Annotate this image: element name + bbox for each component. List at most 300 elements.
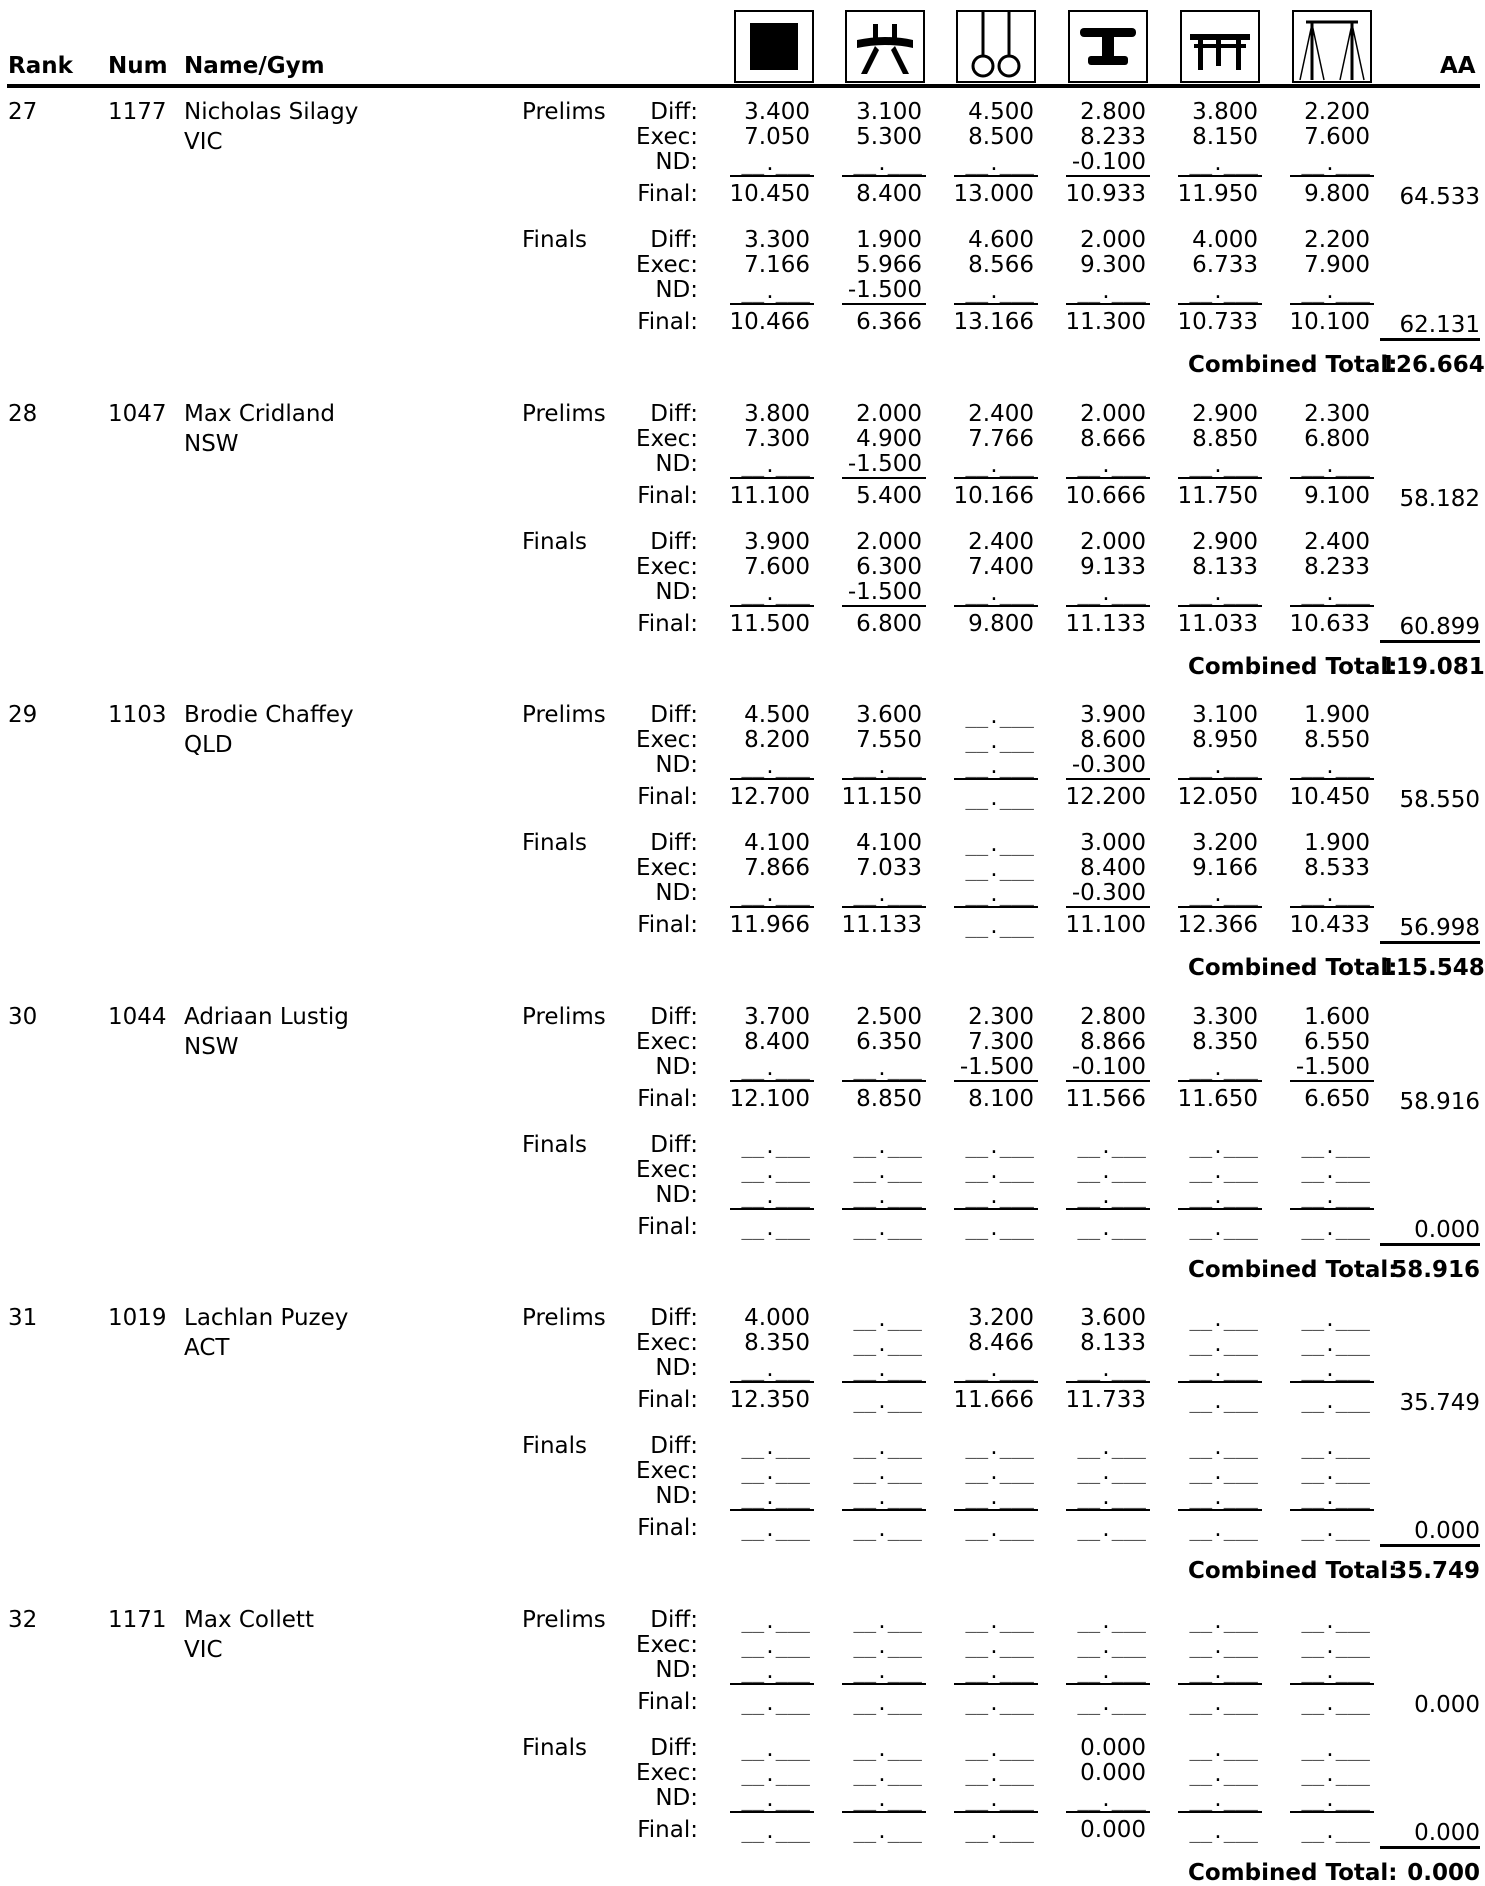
athlete-name: Max Cridland xyxy=(184,400,336,427)
blank-score: __.___ xyxy=(853,1519,922,1541)
blank-score: __.___ xyxy=(1301,1334,1370,1356)
nd-underline xyxy=(954,1683,1038,1685)
blank-score: __.___ xyxy=(1189,1519,1258,1541)
blank-score: __.___ xyxy=(741,1462,810,1484)
nd-underline xyxy=(1066,1509,1150,1511)
diff-score: 2.000 xyxy=(856,528,922,555)
exec-score: 7.600 xyxy=(1304,124,1370,150)
blank-score: __.___ xyxy=(741,1763,810,1786)
exec-score: 9.300 xyxy=(1080,252,1146,278)
final-score: 12.100 xyxy=(729,1085,810,1112)
blank-score: __.___ xyxy=(965,1660,1034,1683)
aa-score: 64.533 xyxy=(1399,184,1480,210)
blank-score: __.___ xyxy=(965,1217,1034,1240)
nd-underline xyxy=(842,477,926,479)
final-label: Final: xyxy=(637,482,698,509)
nd-score: -1.500 xyxy=(1295,1053,1370,1080)
nd-underline xyxy=(1290,1080,1374,1082)
combined-total-value: 115.548 xyxy=(1380,955,1485,981)
athlete-rank: 27 xyxy=(8,99,38,125)
nd-underline xyxy=(1178,778,1262,780)
nd-underline xyxy=(842,1381,926,1383)
exec-score: 5.300 xyxy=(856,124,922,150)
nd-score: -0.100 xyxy=(1071,149,1146,175)
final-score: 11.750 xyxy=(1177,482,1258,509)
nd-underline xyxy=(730,1208,814,1210)
exec-label: Exec: xyxy=(636,727,698,753)
blank-score: __.___ xyxy=(1189,1610,1258,1633)
final-label: Final: xyxy=(637,1213,698,1240)
athlete-gym: NSW xyxy=(184,1033,239,1060)
diff-score: 2.400 xyxy=(1304,528,1370,555)
blank-score: __.___ xyxy=(965,731,1034,753)
blank-score: __.___ xyxy=(1189,1217,1258,1240)
nd-underline xyxy=(954,477,1038,479)
nd-underline xyxy=(842,1683,926,1685)
athlete-rank: 31 xyxy=(8,1305,38,1331)
exec-score: 5.966 xyxy=(856,252,922,278)
blank-score: __.___ xyxy=(965,281,1034,303)
blank-score: __.___ xyxy=(1189,1359,1258,1381)
aa-score: 60.899 xyxy=(1399,613,1480,640)
nd-underline xyxy=(1290,1683,1374,1685)
final-score: 11.666 xyxy=(953,1387,1034,1413)
nd-underline xyxy=(1290,605,1374,607)
athlete-gym: QLD xyxy=(184,732,233,758)
combined-total-label: Combined Total: xyxy=(1188,1859,1398,1886)
diff-label: Diff: xyxy=(650,1131,698,1158)
exec-score: 7.900 xyxy=(1304,252,1370,278)
diff-score: 3.400 xyxy=(744,99,810,125)
round-label: Finals xyxy=(522,830,587,856)
final-label: Final: xyxy=(637,784,698,810)
blank-score: __.___ xyxy=(965,454,1034,477)
nd-label: ND: xyxy=(655,450,698,477)
exec-score: 7.400 xyxy=(968,553,1034,580)
athlete-rank: 32 xyxy=(8,1606,38,1633)
round-label: Prelims xyxy=(522,1606,606,1633)
combined-total-label: Combined Total: xyxy=(1188,352,1398,378)
nd-label: ND: xyxy=(655,578,698,605)
blank-score: __.___ xyxy=(1301,1185,1370,1208)
exec-score: 7.866 xyxy=(744,855,810,881)
final-score: 11.100 xyxy=(729,482,810,509)
blank-score: __.___ xyxy=(1189,582,1258,605)
blank-score: __.___ xyxy=(965,1788,1034,1811)
nd-underline xyxy=(842,778,926,780)
nd-score: -1.500 xyxy=(847,578,922,605)
aa-sum-rule xyxy=(1380,1846,1480,1849)
final-score: 12.350 xyxy=(729,1387,810,1413)
blank-score: __.___ xyxy=(1189,1635,1258,1658)
blank-score: __.___ xyxy=(1301,1610,1370,1633)
diff-score: 2.000 xyxy=(856,400,922,427)
blank-score: __.___ xyxy=(1077,1437,1146,1459)
blank-score: __.___ xyxy=(1189,1788,1258,1811)
nd-underline xyxy=(1290,1811,1374,1813)
final-score: 12.200 xyxy=(1065,784,1146,810)
diff-score: 3.200 xyxy=(1192,830,1258,856)
blank-score: __.___ xyxy=(1077,1359,1146,1381)
exec-score: 8.533 xyxy=(1304,855,1370,881)
athlete-rank: 30 xyxy=(8,1003,38,1030)
exec-score: 8.133 xyxy=(1080,1330,1146,1356)
blank-score: __.___ xyxy=(965,1487,1034,1509)
blank-score: __.___ xyxy=(853,1185,922,1208)
blank-score: __.___ xyxy=(1301,1217,1370,1240)
blank-score: __.___ xyxy=(853,1487,922,1509)
nd-underline xyxy=(1178,1080,1262,1082)
diff-label: Diff: xyxy=(650,830,698,856)
nd-label: ND: xyxy=(655,1483,698,1509)
exec-score: 8.950 xyxy=(1192,727,1258,753)
blank-score: __.___ xyxy=(1189,153,1258,175)
exec-label: Exec: xyxy=(636,855,698,881)
blank-score: __.___ xyxy=(1301,1309,1370,1331)
nd-underline xyxy=(1178,303,1262,305)
blank-score: __.___ xyxy=(965,884,1034,906)
final-score: 12.050 xyxy=(1177,784,1258,810)
exec-label: Exec: xyxy=(636,425,698,452)
final-score: 6.650 xyxy=(1304,1085,1370,1112)
nd-underline xyxy=(1178,605,1262,607)
diff-score: 3.100 xyxy=(1192,702,1258,728)
blank-score: __.___ xyxy=(1301,884,1370,906)
final-score: 11.133 xyxy=(841,912,922,938)
exec-score: 7.300 xyxy=(744,425,810,452)
blank-score: __.___ xyxy=(1077,1217,1146,1240)
blank-score: __.___ xyxy=(1077,1610,1146,1633)
diff-score: 1.600 xyxy=(1304,1003,1370,1030)
blank-score: __.___ xyxy=(1077,1788,1146,1811)
nd-underline xyxy=(842,1080,926,1082)
blank-score: __.___ xyxy=(741,281,810,303)
aa-score: 0.000 xyxy=(1414,1691,1480,1718)
nd-underline xyxy=(730,605,814,607)
blank-score: __.___ xyxy=(965,706,1034,728)
final-score: 11.650 xyxy=(1177,1085,1258,1112)
blank-score: __.___ xyxy=(1189,1391,1258,1413)
nd-underline xyxy=(1178,1208,1262,1210)
exec-score: 8.400 xyxy=(744,1028,810,1055)
blank-score: __.___ xyxy=(741,153,810,175)
exec-score: 7.600 xyxy=(744,553,810,580)
athlete-name: Adriaan Lustig xyxy=(184,1003,349,1030)
exec-label: Exec: xyxy=(636,553,698,580)
blank-score: __.___ xyxy=(1189,281,1258,303)
nd-underline xyxy=(842,303,926,305)
blank-score: __.___ xyxy=(1189,1135,1258,1158)
blank-score: __.___ xyxy=(1189,1057,1258,1080)
blank-score: __.___ xyxy=(1077,1135,1146,1158)
blank-score: __.___ xyxy=(965,1160,1034,1183)
blank-score: __.___ xyxy=(1301,1391,1370,1413)
header-num: Num xyxy=(108,53,168,79)
final-score: 8.850 xyxy=(856,1085,922,1112)
final-label: Final: xyxy=(637,912,698,938)
diff-label: Diff: xyxy=(650,400,698,427)
nd-underline xyxy=(1178,906,1262,908)
diff-score: 2.900 xyxy=(1192,400,1258,427)
blank-score: __.___ xyxy=(741,1057,810,1080)
diff-score: 3.300 xyxy=(1192,1003,1258,1030)
nd-underline xyxy=(730,175,814,177)
nd-underline xyxy=(730,778,814,780)
nd-underline xyxy=(842,1509,926,1511)
blank-score: __.___ xyxy=(965,1519,1034,1541)
blank-score: __.___ xyxy=(965,1135,1034,1158)
diff-label: Diff: xyxy=(650,528,698,555)
nd-underline xyxy=(1290,1208,1374,1210)
nd-underline xyxy=(1066,1811,1150,1813)
exec-score: 6.350 xyxy=(856,1028,922,1055)
blank-score: __.___ xyxy=(1077,1160,1146,1183)
final-score: 11.100 xyxy=(1065,912,1146,938)
exec-score: 8.850 xyxy=(1192,425,1258,452)
nd-score: -1.500 xyxy=(847,277,922,303)
header-rule xyxy=(7,84,1480,88)
diff-score: 4.100 xyxy=(744,830,810,856)
final-score: 10.466 xyxy=(729,309,810,335)
blank-score: __.___ xyxy=(1077,1185,1146,1208)
exec-label: Exec: xyxy=(636,1156,698,1183)
diff-score: 2.800 xyxy=(1080,99,1146,125)
blank-score: __.___ xyxy=(1301,582,1370,605)
aa-score: 35.749 xyxy=(1399,1390,1480,1416)
aa-score: 58.182 xyxy=(1399,485,1480,512)
final-score: 10.633 xyxy=(1289,610,1370,637)
blank-score: __.___ xyxy=(965,582,1034,605)
exec-score: 9.133 xyxy=(1080,553,1146,580)
final-score: 11.566 xyxy=(1065,1085,1146,1112)
blank-score: __.___ xyxy=(853,1738,922,1761)
nd-underline xyxy=(1066,175,1150,177)
final-score: 8.400 xyxy=(856,181,922,207)
blank-score: __.___ xyxy=(1077,582,1146,605)
blank-score: __.___ xyxy=(1301,1462,1370,1484)
nd-underline xyxy=(1290,303,1374,305)
blank-score: __.___ xyxy=(853,1160,922,1183)
nd-score: -0.300 xyxy=(1071,880,1146,906)
exec-score: 8.500 xyxy=(968,124,1034,150)
nd-underline xyxy=(1178,1683,1262,1685)
blank-score: __.___ xyxy=(1301,1160,1370,1183)
round-label: Prelims xyxy=(522,99,606,125)
diff-score: 2.000 xyxy=(1080,227,1146,253)
final-score: 10.166 xyxy=(953,482,1034,509)
diff-label: Diff: xyxy=(650,99,698,125)
diff-label: Diff: xyxy=(650,1003,698,1030)
blank-score: __.___ xyxy=(741,582,810,605)
combined-total-value: 126.664 xyxy=(1380,352,1485,378)
combined-total-value: 58.916 xyxy=(1391,1256,1480,1283)
blank-score: __.___ xyxy=(1189,1660,1258,1683)
athlete-gym: ACT xyxy=(184,1335,230,1361)
athlete-gym: NSW xyxy=(184,430,239,457)
combined-total-label: Combined Total: xyxy=(1188,1256,1398,1283)
final-label: Final: xyxy=(637,1515,698,1541)
blank-score: __.___ xyxy=(741,1437,810,1459)
blank-score: __.___ xyxy=(1077,1462,1146,1484)
blank-score: __.___ xyxy=(853,1692,922,1715)
final-score: 10.933 xyxy=(1065,181,1146,207)
parallel-bars-icon xyxy=(1180,10,1260,83)
diff-score: 4.500 xyxy=(744,702,810,728)
final-score: 0.000 xyxy=(1080,1816,1146,1843)
final-score: 11.500 xyxy=(729,610,810,637)
exec-score: 8.550 xyxy=(1304,727,1370,753)
blank-score: __.___ xyxy=(853,884,922,906)
diff-label: Diff: xyxy=(650,1734,698,1761)
final-score: 11.133 xyxy=(1065,610,1146,637)
athlete-number: 1019 xyxy=(108,1305,167,1331)
exec-score: 8.350 xyxy=(744,1330,810,1356)
exec-score: 6.733 xyxy=(1192,252,1258,278)
nd-underline xyxy=(954,1080,1038,1082)
blank-score: __.___ xyxy=(853,1334,922,1356)
blank-score: __.___ xyxy=(1077,1487,1146,1509)
blank-score: __.___ xyxy=(965,788,1034,810)
exec-score: 8.466 xyxy=(968,1330,1034,1356)
round-label: Prelims xyxy=(522,1305,606,1331)
final-score: 11.033 xyxy=(1177,610,1258,637)
blank-score: __.___ xyxy=(741,1519,810,1541)
blank-score: __.___ xyxy=(965,153,1034,175)
final-score: 9.800 xyxy=(968,610,1034,637)
blank-score: __.___ xyxy=(1301,756,1370,778)
blank-score: __.___ xyxy=(965,859,1034,881)
blank-score: __.___ xyxy=(853,1391,922,1413)
nd-underline xyxy=(1178,1811,1262,1813)
exec-label: Exec: xyxy=(636,1458,698,1484)
blank-score: __.___ xyxy=(853,153,922,175)
blank-score: __.___ xyxy=(741,1635,810,1658)
final-score: 6.366 xyxy=(856,309,922,335)
nd-underline xyxy=(842,605,926,607)
round-label: Prelims xyxy=(522,1003,606,1030)
exec-score: 8.150 xyxy=(1192,124,1258,150)
nd-underline xyxy=(1290,1381,1374,1383)
nd-underline xyxy=(1066,303,1150,305)
aa-score: 58.550 xyxy=(1399,787,1480,813)
blank-score: __.___ xyxy=(853,756,922,778)
diff-score: 2.200 xyxy=(1304,99,1370,125)
final-score: 10.733 xyxy=(1177,309,1258,335)
blank-score: __.___ xyxy=(1189,454,1258,477)
blank-score: __.___ xyxy=(1301,1487,1370,1509)
diff-score: 3.700 xyxy=(744,1003,810,1030)
blank-score: __.___ xyxy=(741,884,810,906)
final-score: 12.366 xyxy=(1177,912,1258,938)
blank-score: __.___ xyxy=(741,1788,810,1811)
aa-score: 56.998 xyxy=(1399,915,1480,941)
nd-underline xyxy=(1290,906,1374,908)
round-label: Prelims xyxy=(522,702,606,728)
nd-underline xyxy=(954,1811,1038,1813)
blank-score: __.___ xyxy=(965,1692,1034,1715)
nd-label: ND: xyxy=(655,1053,698,1080)
floor-icon xyxy=(734,10,814,83)
blank-score: __.___ xyxy=(1301,1135,1370,1158)
nd-underline xyxy=(1066,1683,1150,1685)
blank-score: __.___ xyxy=(1189,884,1258,906)
round-label: Finals xyxy=(522,1433,587,1459)
blank-score: __.___ xyxy=(1301,1359,1370,1381)
diff-label: Diff: xyxy=(650,1606,698,1633)
aa-sum-rule xyxy=(1380,941,1480,944)
diff-score: 3.800 xyxy=(1192,99,1258,125)
combined-total-value: 0.000 xyxy=(1407,1859,1480,1886)
diff-score: 3.100 xyxy=(856,99,922,125)
blank-score: __.___ xyxy=(1301,1692,1370,1715)
nd-score: -0.300 xyxy=(1071,752,1146,778)
nd-label: ND: xyxy=(655,149,698,175)
final-score: 13.000 xyxy=(953,181,1034,207)
blank-score: __.___ xyxy=(1301,1660,1370,1683)
nd-underline xyxy=(842,175,926,177)
nd-label: ND: xyxy=(655,1784,698,1811)
blank-score: __.___ xyxy=(965,1763,1034,1786)
nd-underline xyxy=(954,303,1038,305)
high-bar-icon xyxy=(1292,10,1372,83)
diff-label: Diff: xyxy=(650,227,698,253)
diff-score: 3.600 xyxy=(856,702,922,728)
final-label: Final: xyxy=(637,1688,698,1715)
blank-score: __.___ xyxy=(1189,756,1258,778)
blank-score: __.___ xyxy=(853,1135,922,1158)
aa-score: 0.000 xyxy=(1414,1518,1480,1544)
diff-score: 1.900 xyxy=(1304,702,1370,728)
exec-score: 6.300 xyxy=(856,553,922,580)
header-aa: AA xyxy=(1440,53,1476,79)
blank-score: __.___ xyxy=(853,1635,922,1658)
header-rank: Rank xyxy=(8,53,73,79)
final-score: 13.166 xyxy=(953,309,1034,335)
nd-label: ND: xyxy=(655,880,698,906)
blank-score: __.___ xyxy=(741,1692,810,1715)
blank-score: __.___ xyxy=(1077,281,1146,303)
blank-score: __.___ xyxy=(1301,1763,1370,1786)
round-label: Prelims xyxy=(522,400,606,427)
nd-underline xyxy=(842,906,926,908)
diff-score: 2.300 xyxy=(968,1003,1034,1030)
exec-score: 8.350 xyxy=(1192,1028,1258,1055)
diff-score: 2.800 xyxy=(1080,1003,1146,1030)
blank-score: __.___ xyxy=(853,1437,922,1459)
combined-total-value: 35.749 xyxy=(1391,1558,1480,1584)
blank-score: __.___ xyxy=(1301,1738,1370,1761)
nd-underline xyxy=(954,175,1038,177)
blank-score: __.___ xyxy=(1189,1334,1258,1356)
diff-score: 1.900 xyxy=(856,227,922,253)
combined-total-label: Combined Total: xyxy=(1188,1558,1398,1584)
final-label: Final: xyxy=(637,1387,698,1413)
athlete-gym: VIC xyxy=(184,1636,223,1663)
nd-underline xyxy=(1066,477,1150,479)
diff-label: Diff: xyxy=(650,1433,698,1459)
final-score: 10.666 xyxy=(1065,482,1146,509)
nd-underline xyxy=(1290,477,1374,479)
nd-underline xyxy=(730,303,814,305)
exec-score: 7.300 xyxy=(968,1028,1034,1055)
nd-underline xyxy=(1066,605,1150,607)
final-score: 11.733 xyxy=(1065,1387,1146,1413)
blank-score: __.___ xyxy=(853,1057,922,1080)
diff-score: 3.900 xyxy=(1080,702,1146,728)
round-label: Finals xyxy=(522,528,587,555)
blank-score: __.___ xyxy=(1301,1788,1370,1811)
final-score: 11.150 xyxy=(841,784,922,810)
